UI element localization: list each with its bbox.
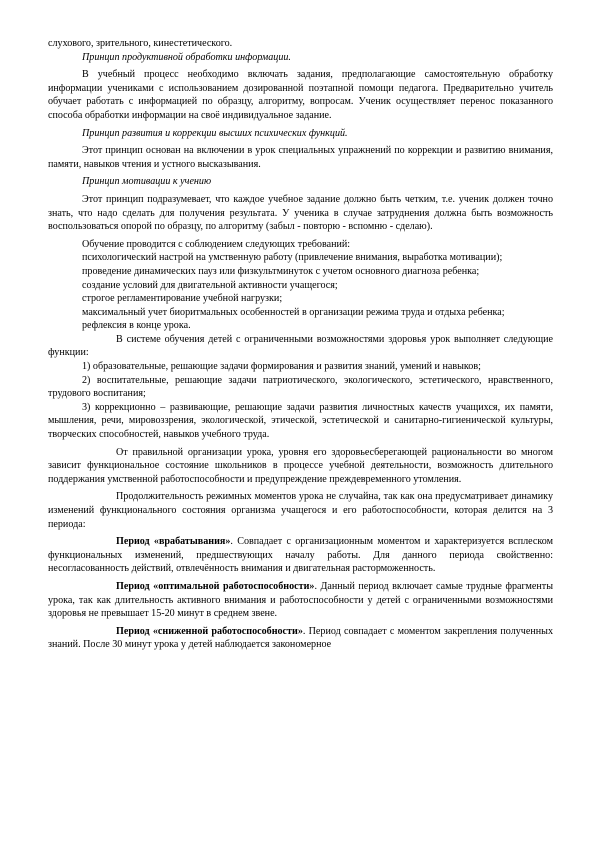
- period-reduced-title: Период «сниженной работоспособности»: [116, 625, 303, 637]
- heading-development-principle: Принцип развития и коррекции высших психических функций.: [82, 127, 348, 139]
- requirement-item: рефлексия в конце урока.: [82, 320, 191, 332]
- paragraph-motivation-principle: Этот принцип подразумевает, что каждое учебное задание должно быть четким, т.е. ученик должен точно знать, что надо сделать для получения результата. У ученика в случае затруднения должна быть возможность воспользоваться опорой по образцу, по алгоритму (забыл - повторю - вспомню - сделаю).: [48, 193, 553, 233]
- function-item: 1) образовательные, решающие задачи формирования и развития знаний, умений и навыков;: [82, 361, 481, 373]
- paragraph-duration: Продолжительность режимных моментов урока не случайна, так как она предусматривает динамику изменений функционального состояния организма учащегося и его работоспособности, которая делится на 3 периода:: [48, 491, 553, 530]
- function-item: 2) воспитательные, решающие задачи патриотического, экологического, эстетического, нравственного, трудового воспитания;: [48, 374, 553, 400]
- paragraph-period-reduced: [48, 625, 553, 652]
- heading-productive-principle: Принцип продуктивной обработки информации.: [82, 51, 291, 63]
- period-optimal-title: Период «оптимальной работоспособности»: [116, 580, 315, 592]
- requirement-item: строгое регламентирование учебной нагрузки;: [82, 293, 283, 305]
- requirement-item: психологический настрой на умственную работу (привлечение внимания, выработка мотивации);: [82, 252, 503, 264]
- paragraph-organization: От правильной организации урока, уровня его здоровьесберегающей рациональности во многом зависит функциональное состояние школьников в процессе учебной деятельности, возможность длительного поддержания умственной работоспособности и предупреждение преждевременного утомления.: [48, 446, 553, 485]
- period-reduced-text: . Период совпадает с моментом закрепления полученных знаний. После 30 минут урока у детей наблюдается закономерное: [48, 625, 553, 651]
- period-optimal-text: . Данный период включает самые трудные фрагменты урока, так как длительность активного внимания и работоспособности у детей с ограниченными возможностями здоровья не превышает 15-20 минут в среднем звене.: [48, 580, 553, 620]
- requirement-item: максимальный учет биоритмальных особенностей в организации режима труда и отдыха ребенка;: [82, 306, 505, 318]
- function-item: 3) коррекционно – развивающие, решающие задачи развития личностных качеств учащихся, их памяти, мышления, речи, мировоззрения, экологической, этической, эстетической и санитарно-гигиенической культуры, творческих способностей, навыков учебного труда.: [48, 401, 553, 441]
- paragraph-requirements-intro: Обучение проводится с соблюдением следующих требований:: [82, 238, 351, 250]
- paragraph-functions-intro: В системе обучения детей с ограниченными возможностями здоровья урок выполняет следующие функции:: [48, 333, 553, 359]
- period-warmup-title: Период «врабатывания»: [116, 536, 231, 548]
- period-warmup-text: . Совпадает с организационным моментом и характеризуется всплеском функциональных изменений, предшествующих началу работы. Для данного периода свойственно: несогласованность действий, отвлечённость внимания и двигательная расторможенность.: [48, 536, 553, 575]
- paragraph-period-optimal: [48, 580, 553, 621]
- paragraph-development-principle: Этот принцип основан на включении в урок специальных упражнений по коррекции и развитию внимания, памяти, навыков чтения и устного высказывания.: [48, 145, 553, 170]
- requirement-item: проведение динамических пауз или физкультминуток с учетом основного диагноза ребенка;: [82, 265, 480, 277]
- paragraph-senses: слухового, зрительного, кинестетического.: [48, 38, 233, 49]
- paragraph-productive-principle: В учебный процесс необходимо включать задания, предполагающие самостоятельную обработку информации учениками с использованием дозированной поэтапной помощи педагога. Предварительно учитель обучает работать с информацией по образцу, алгоритму, вопросам. Ученик осуществляет перенос показанного способа обработки информации на своё индивидуальное задание.: [48, 69, 553, 121]
- requirement-item: создание условий для двигательной активности учащегося;: [82, 279, 338, 291]
- heading-motivation-principle: Принцип мотивации к учению: [82, 176, 212, 188]
- paragraph-period-warmup: [48, 535, 553, 576]
